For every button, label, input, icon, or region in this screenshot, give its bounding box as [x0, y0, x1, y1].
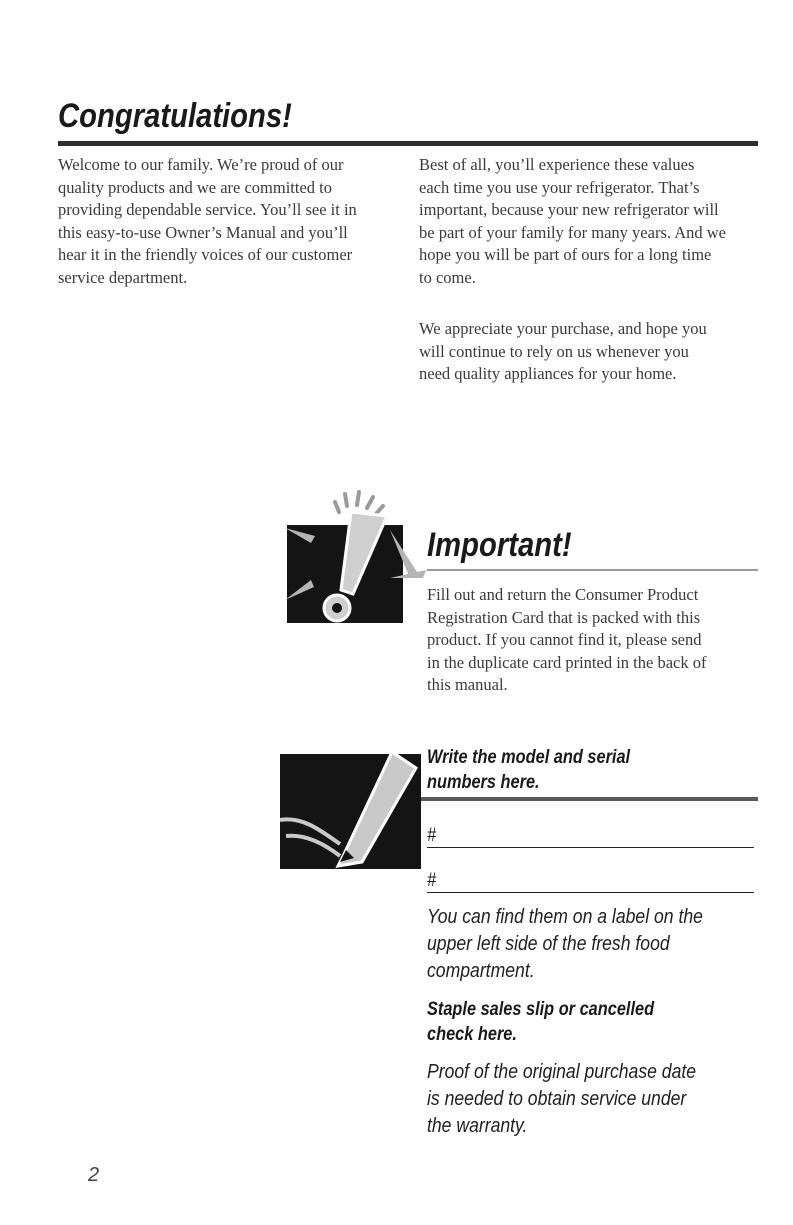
record-title-line: numbers here.: [427, 772, 540, 793]
paragraph-line: will continue to rely on us whenever you: [419, 341, 689, 361]
staple-heading-line: Staple sales slip or cancelled: [427, 999, 655, 1020]
model-number-line[interactable]: [427, 847, 754, 848]
record-title-line: Write the model and serial: [427, 747, 631, 768]
congratulations-title: Congratulations!: [58, 97, 292, 135]
paragraph-line: to come.: [419, 267, 476, 287]
serial-number-symbol: #: [427, 870, 437, 891]
staple-heading-line: check here.: [427, 1024, 517, 1045]
exclamation-icon: [283, 488, 428, 628]
serial-number-line[interactable]: [427, 892, 754, 893]
congratulations-right-paragraph-2: [419, 318, 769, 386]
paragraph-line: be part of your family for many years. And we: [419, 222, 726, 242]
important-title: Important!: [427, 526, 572, 564]
record-rule: [421, 797, 758, 801]
paragraph-line: providing dependable service. You’ll see it in: [58, 200, 357, 220]
paragraph-line: this manual.: [427, 675, 508, 695]
paragraph-line: hope you will be part of ours for a long time: [419, 245, 712, 265]
paragraph-line: hear it in the friendly voices of our customer: [58, 245, 353, 265]
paragraph-line: Registration Card that is packed with this: [427, 607, 701, 627]
note-line: the warranty.: [427, 1115, 528, 1137]
note-line: compartment.: [427, 960, 535, 982]
note-line: You can find them on a label on the: [427, 906, 703, 928]
staple-heading: [427, 997, 691, 1047]
paragraph-line: Welcome to our family. We’re proud of our: [58, 155, 344, 174]
congratulations-left-paragraph: [58, 154, 408, 290]
paragraph-line: important, because your new refrigerator will: [419, 200, 719, 220]
record-title: [427, 745, 663, 795]
note-line: is needed to obtain service under: [427, 1088, 687, 1110]
paragraph-line: each time you use your refrigerator. That’s: [419, 177, 700, 197]
note-line: Proof of the original purchase date: [427, 1061, 697, 1083]
pencil-icon: [280, 742, 422, 870]
paragraph-line: quality products and we are committed to: [58, 177, 333, 197]
note-line: upper left side of the fresh food: [427, 933, 670, 955]
paragraph-line: in the duplicate card printed in the back of: [427, 652, 707, 672]
paragraph-line: Fill out and return the Consumer Product: [427, 585, 699, 604]
paragraph-line: product. If you cannot find it, please send: [427, 630, 702, 650]
model-number-symbol: #: [427, 825, 437, 846]
paragraph-line: service department.: [58, 267, 188, 287]
location-note: [427, 904, 741, 985]
paragraph-line: Best of all, you’ll experience these values: [419, 155, 695, 174]
page-number: 2: [88, 1164, 100, 1186]
congratulations-right-paragraph-1: [419, 154, 769, 290]
paragraph-line: this easy-to-use Owner’s Manual and you’ll: [58, 222, 348, 242]
paragraph-line: need quality appliances for your home.: [419, 364, 677, 384]
paragraph-line: We appreciate your purchase, and hope you: [419, 319, 707, 338]
important-text: [427, 584, 767, 697]
proof-note: [427, 1059, 733, 1140]
important-rule: [427, 569, 758, 571]
congratulations-rule: [58, 141, 758, 146]
